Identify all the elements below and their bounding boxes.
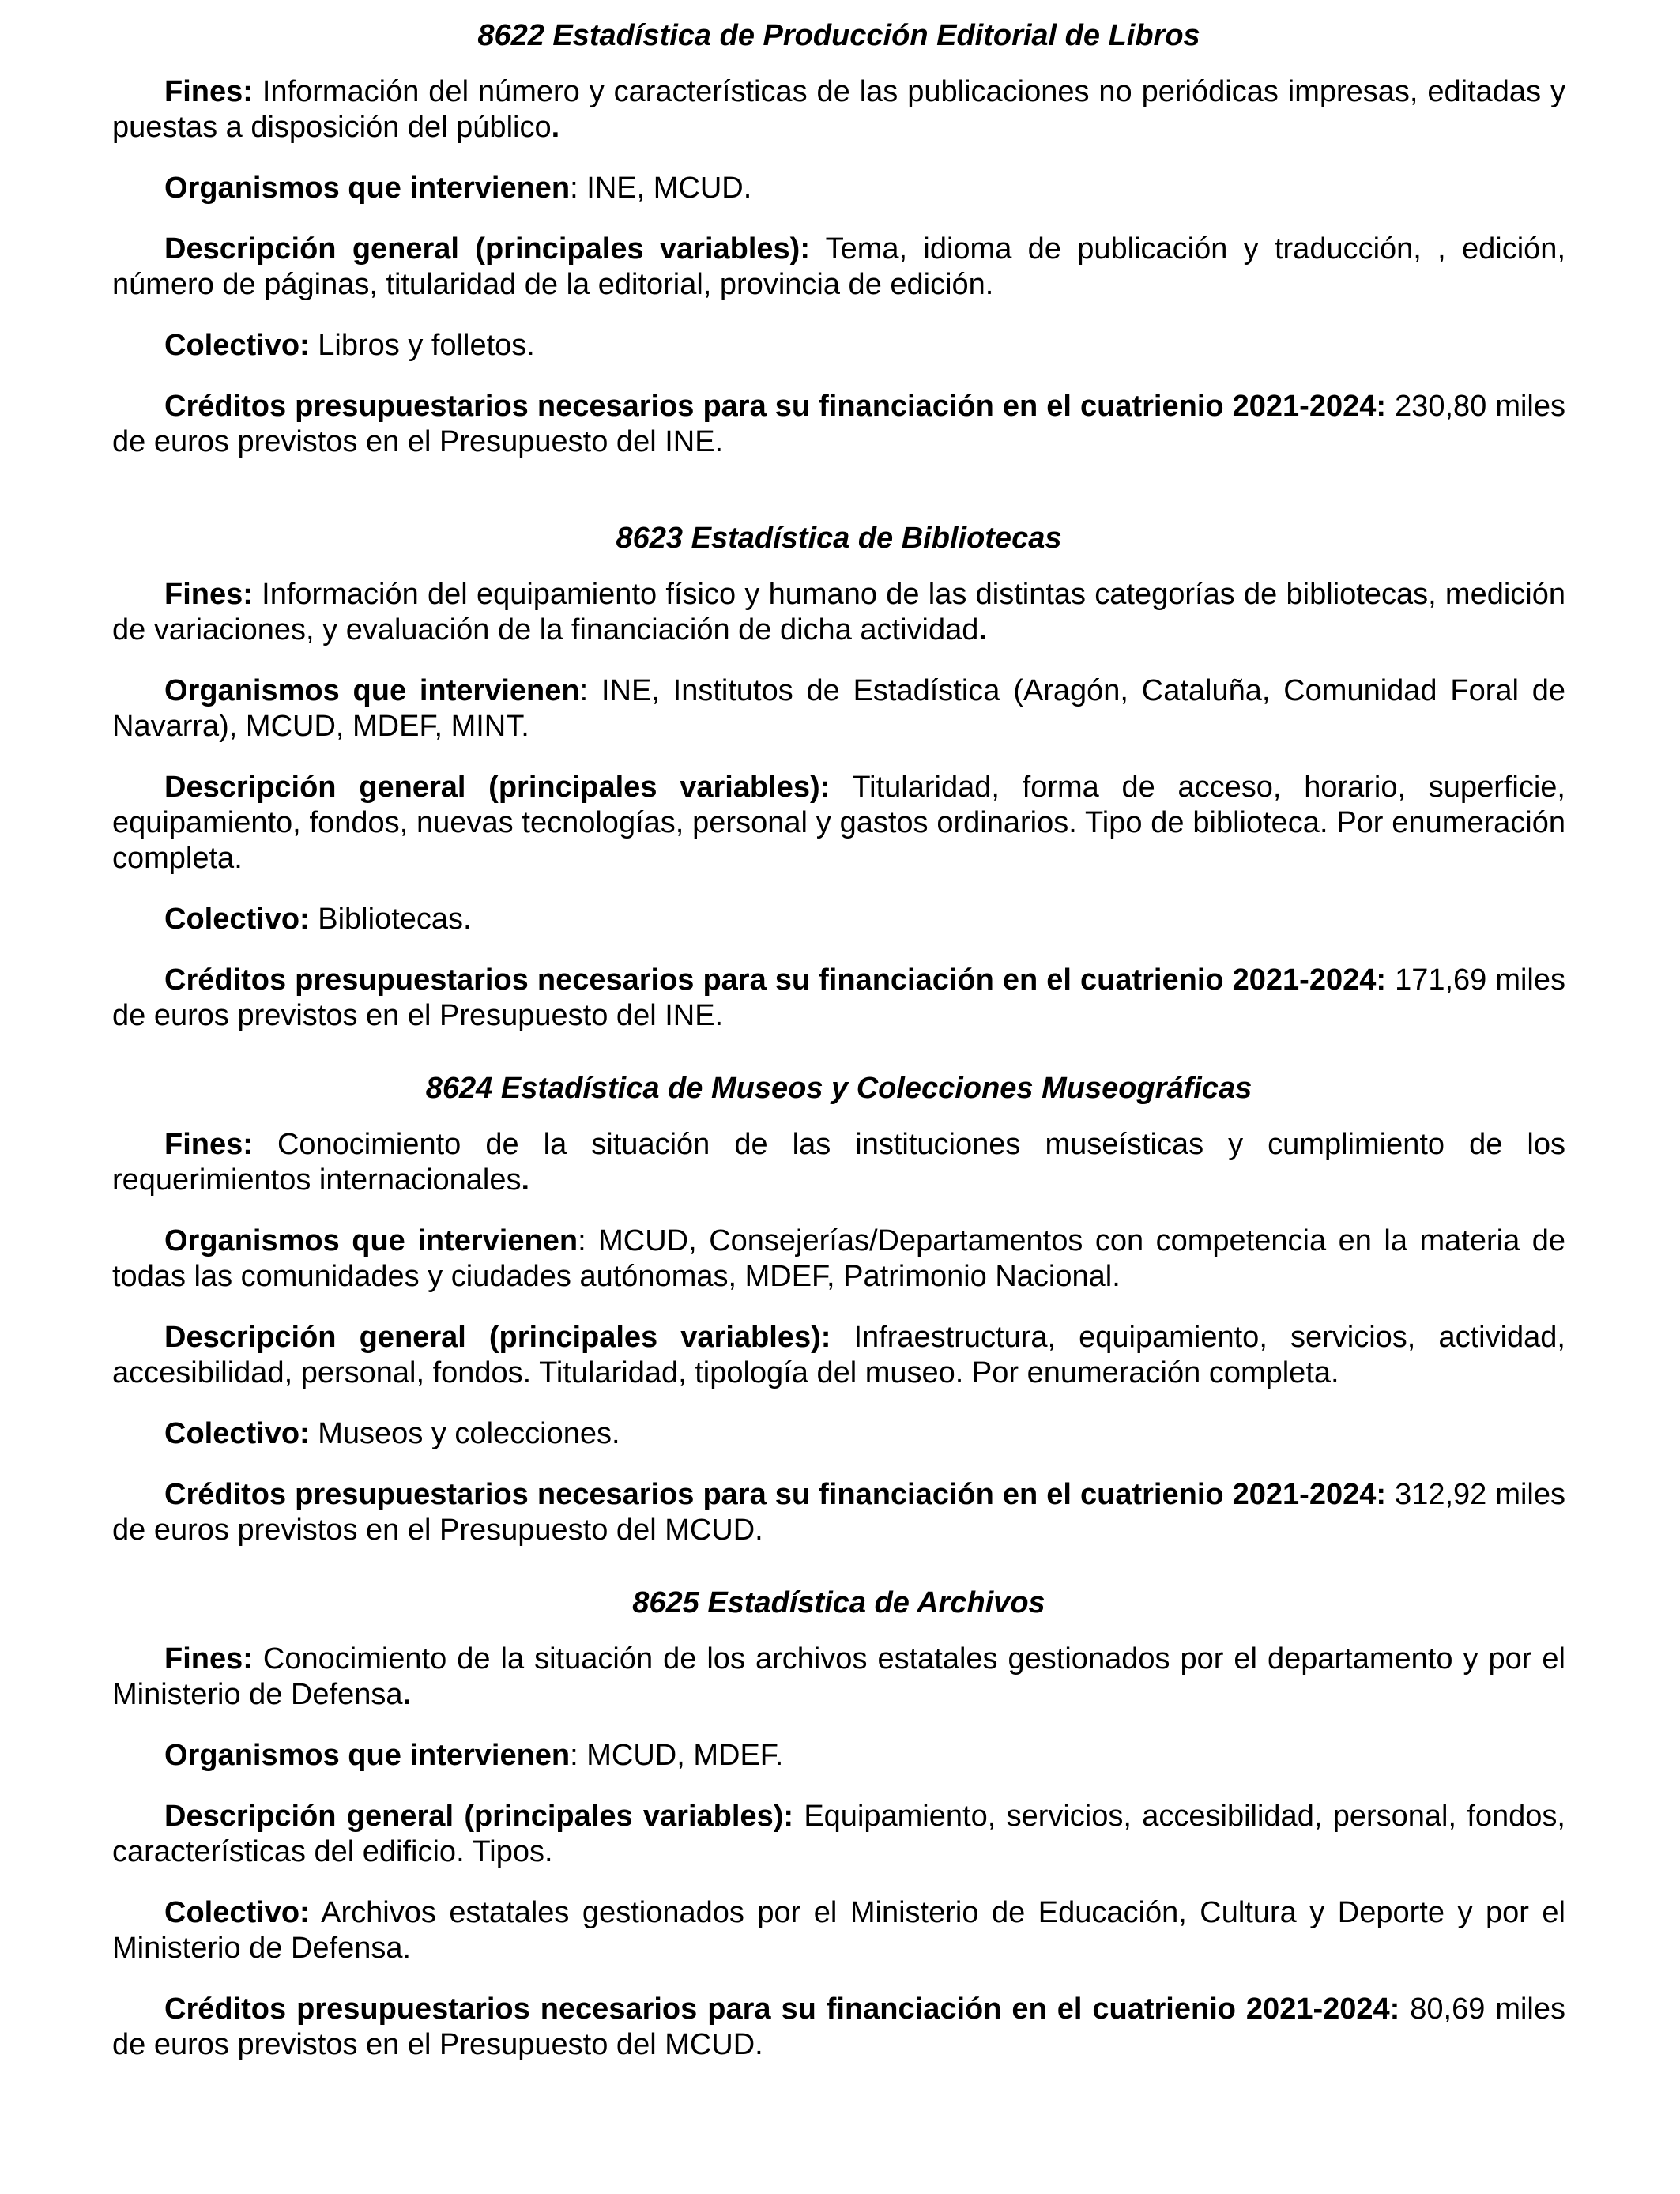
section-title: 8622 Estadística de Producción Editorial de Libros [477,19,1200,52]
descripcion-paragraph [112,232,1565,303]
colectivo-label: Colectivo: [164,1417,310,1450]
descripcion-label: Descripción general (principales variables): [164,232,810,266]
fines-label: Fines: [164,1128,253,1161]
creditos-text: 80,69 miles de euros previstos en el Presupuesto del MCUD. [112,1992,1565,2061]
descripcion-text: Titularidad, forma de acceso, horario, superficie, equipamiento, fondos, nuevas tecnologías, personal y gastos ordinarios. Tipo de biblioteca. Por enumeración completa. [112,771,1565,875]
descripcion-paragraph [112,1320,1565,1391]
creditos-label: Créditos presupuestarios necesarios para su financiación en el cuatrienio 2021-2024: [164,1992,1400,2026]
organismos-label: Organismos que intervienen [164,1739,571,1772]
colectivo-paragraph [112,1416,1565,1452]
section-8623 [112,518,1565,1034]
fines-label: Fines: [164,75,253,108]
creditos-paragraph [112,1992,1565,2063]
descripcion-label: Descripción general (principales variables): [164,771,831,804]
fines-end: . [551,111,560,144]
organismos-paragraph [112,1223,1565,1295]
descripcion-text: Infraestructura, equipamiento, servicios, actividad, accesibilidad, personal, fondos. Titularidad, tipología del museo. Por enumeración completa. [112,1321,1565,1389]
organismos-label: Organismos que intervienen [164,172,571,205]
fines-end: . [978,613,987,647]
section-8625 [112,1583,1565,2063]
colectivo-text: Libros y folletos. [309,329,535,362]
creditos-label: Créditos presupuestarios necesarios para su financiación en el cuatrienio 2021-2024: [164,390,1387,423]
organismos-label: Organismos que intervienen [164,674,580,707]
fines-label: Fines: [164,1642,253,1676]
organismos-paragraph [112,673,1565,745]
creditos-paragraph [112,389,1565,460]
colectivo-paragraph [112,1895,1565,1966]
organismos-text: : INE, MCUD. [570,172,752,205]
descripcion-text: Equipamiento, servicios, accesibilidad, personal, fondos, características del edificio. Tipos. [112,1800,1565,1868]
fines-paragraph [112,1127,1565,1198]
colectivo-text: Archivos estatales gestionados por el Ministerio de Educación, Cultura y Deporte y por el Ministerio de Defensa. [112,1896,1565,1965]
creditos-text: 312,92 miles de euros previstos en el Presupuesto del MCUD. [112,1478,1566,1547]
section-8622 [112,16,1565,460]
organismos-text: : MCUD, MDEF. [570,1739,784,1772]
creditos-paragraph [112,1477,1565,1548]
fines-text: Conocimiento de la situación de las instituciones museísticas y cumplimiento de los requerimientos internacionales [112,1128,1565,1197]
colectivo-label: Colectivo: [164,1896,310,1929]
organismos-text: : INE, Institutos de Estadística (Aragón, Cataluña, Comunidad Foral de Navarra), MCUD, MDEF, MINT. [112,674,1565,743]
fines-end: . [521,1163,530,1197]
descripcion-paragraph [112,1799,1565,1870]
creditos-paragraph [112,963,1565,1034]
creditos-text: 230,80 miles de euros previstos en el Presupuesto del INE. [112,390,1566,458]
colectivo-label: Colectivo: [164,903,310,936]
colectivo-text: Bibliotecas. [309,903,472,936]
creditos-label: Créditos presupuestarios necesarios para su financiación en el cuatrienio 2021-2024: [164,963,1387,997]
section-title: 8624 Estadística de Museos y Colecciones Museográficas [425,1072,1252,1105]
section-title: 8623 Estadística de Bibliotecas [616,522,1062,555]
fines-text: Información del número y características de las publicaciones no periódicas impresas, editadas y puestas a disposición del público [112,75,1565,144]
organismos-paragraph [112,1738,1565,1774]
fines-paragraph [112,577,1565,648]
colectivo-label: Colectivo: [164,329,310,362]
fines-paragraph [112,1642,1565,1713]
section-8624 [112,1069,1565,1548]
colectivo-text: Museos y colecciones. [309,1417,620,1450]
creditos-text: 171,69 miles de euros previstos en el Presupuesto del INE. [112,963,1566,1032]
descripcion-paragraph [112,770,1565,876]
descripcion-label: Descripción general (principales variables): [164,1800,794,1833]
organismos-label: Organismos que intervienen [164,1224,578,1257]
fines-paragraph [112,74,1565,145]
creditos-label: Créditos presupuestarios necesarios para su financiación en el cuatrienio 2021-2024: [164,1478,1387,1511]
organismos-paragraph [112,171,1565,206]
colectivo-paragraph [112,328,1565,364]
section-title: 8625 Estadística de Archivos [632,1586,1045,1619]
colectivo-paragraph [112,902,1565,937]
fines-end: . [402,1678,412,1711]
descripcion-text: Tema, idioma de publicación y traducción, , edición, número de páginas, titularidad de la editorial, provincia de edición. [112,232,1565,301]
fines-text: Información del equipamiento físico y humano de las distintas categorías de bibliotecas, medición de variaciones, y evaluación de la financiación de dicha actividad [112,578,1565,647]
descripcion-label: Descripción general (principales variables): [164,1321,831,1354]
fines-label: Fines: [164,578,253,611]
organismos-text: : MCUD, Consejerías/Departamentos con competencia en la materia de todas las comunidades y ciudades autónomas, MDEF, Patrimonio Nacional. [112,1224,1565,1293]
fines-text: Conocimiento de la situación de los archivos estatales gestionados por el departamento y por el Ministerio de Defensa [112,1642,1565,1711]
